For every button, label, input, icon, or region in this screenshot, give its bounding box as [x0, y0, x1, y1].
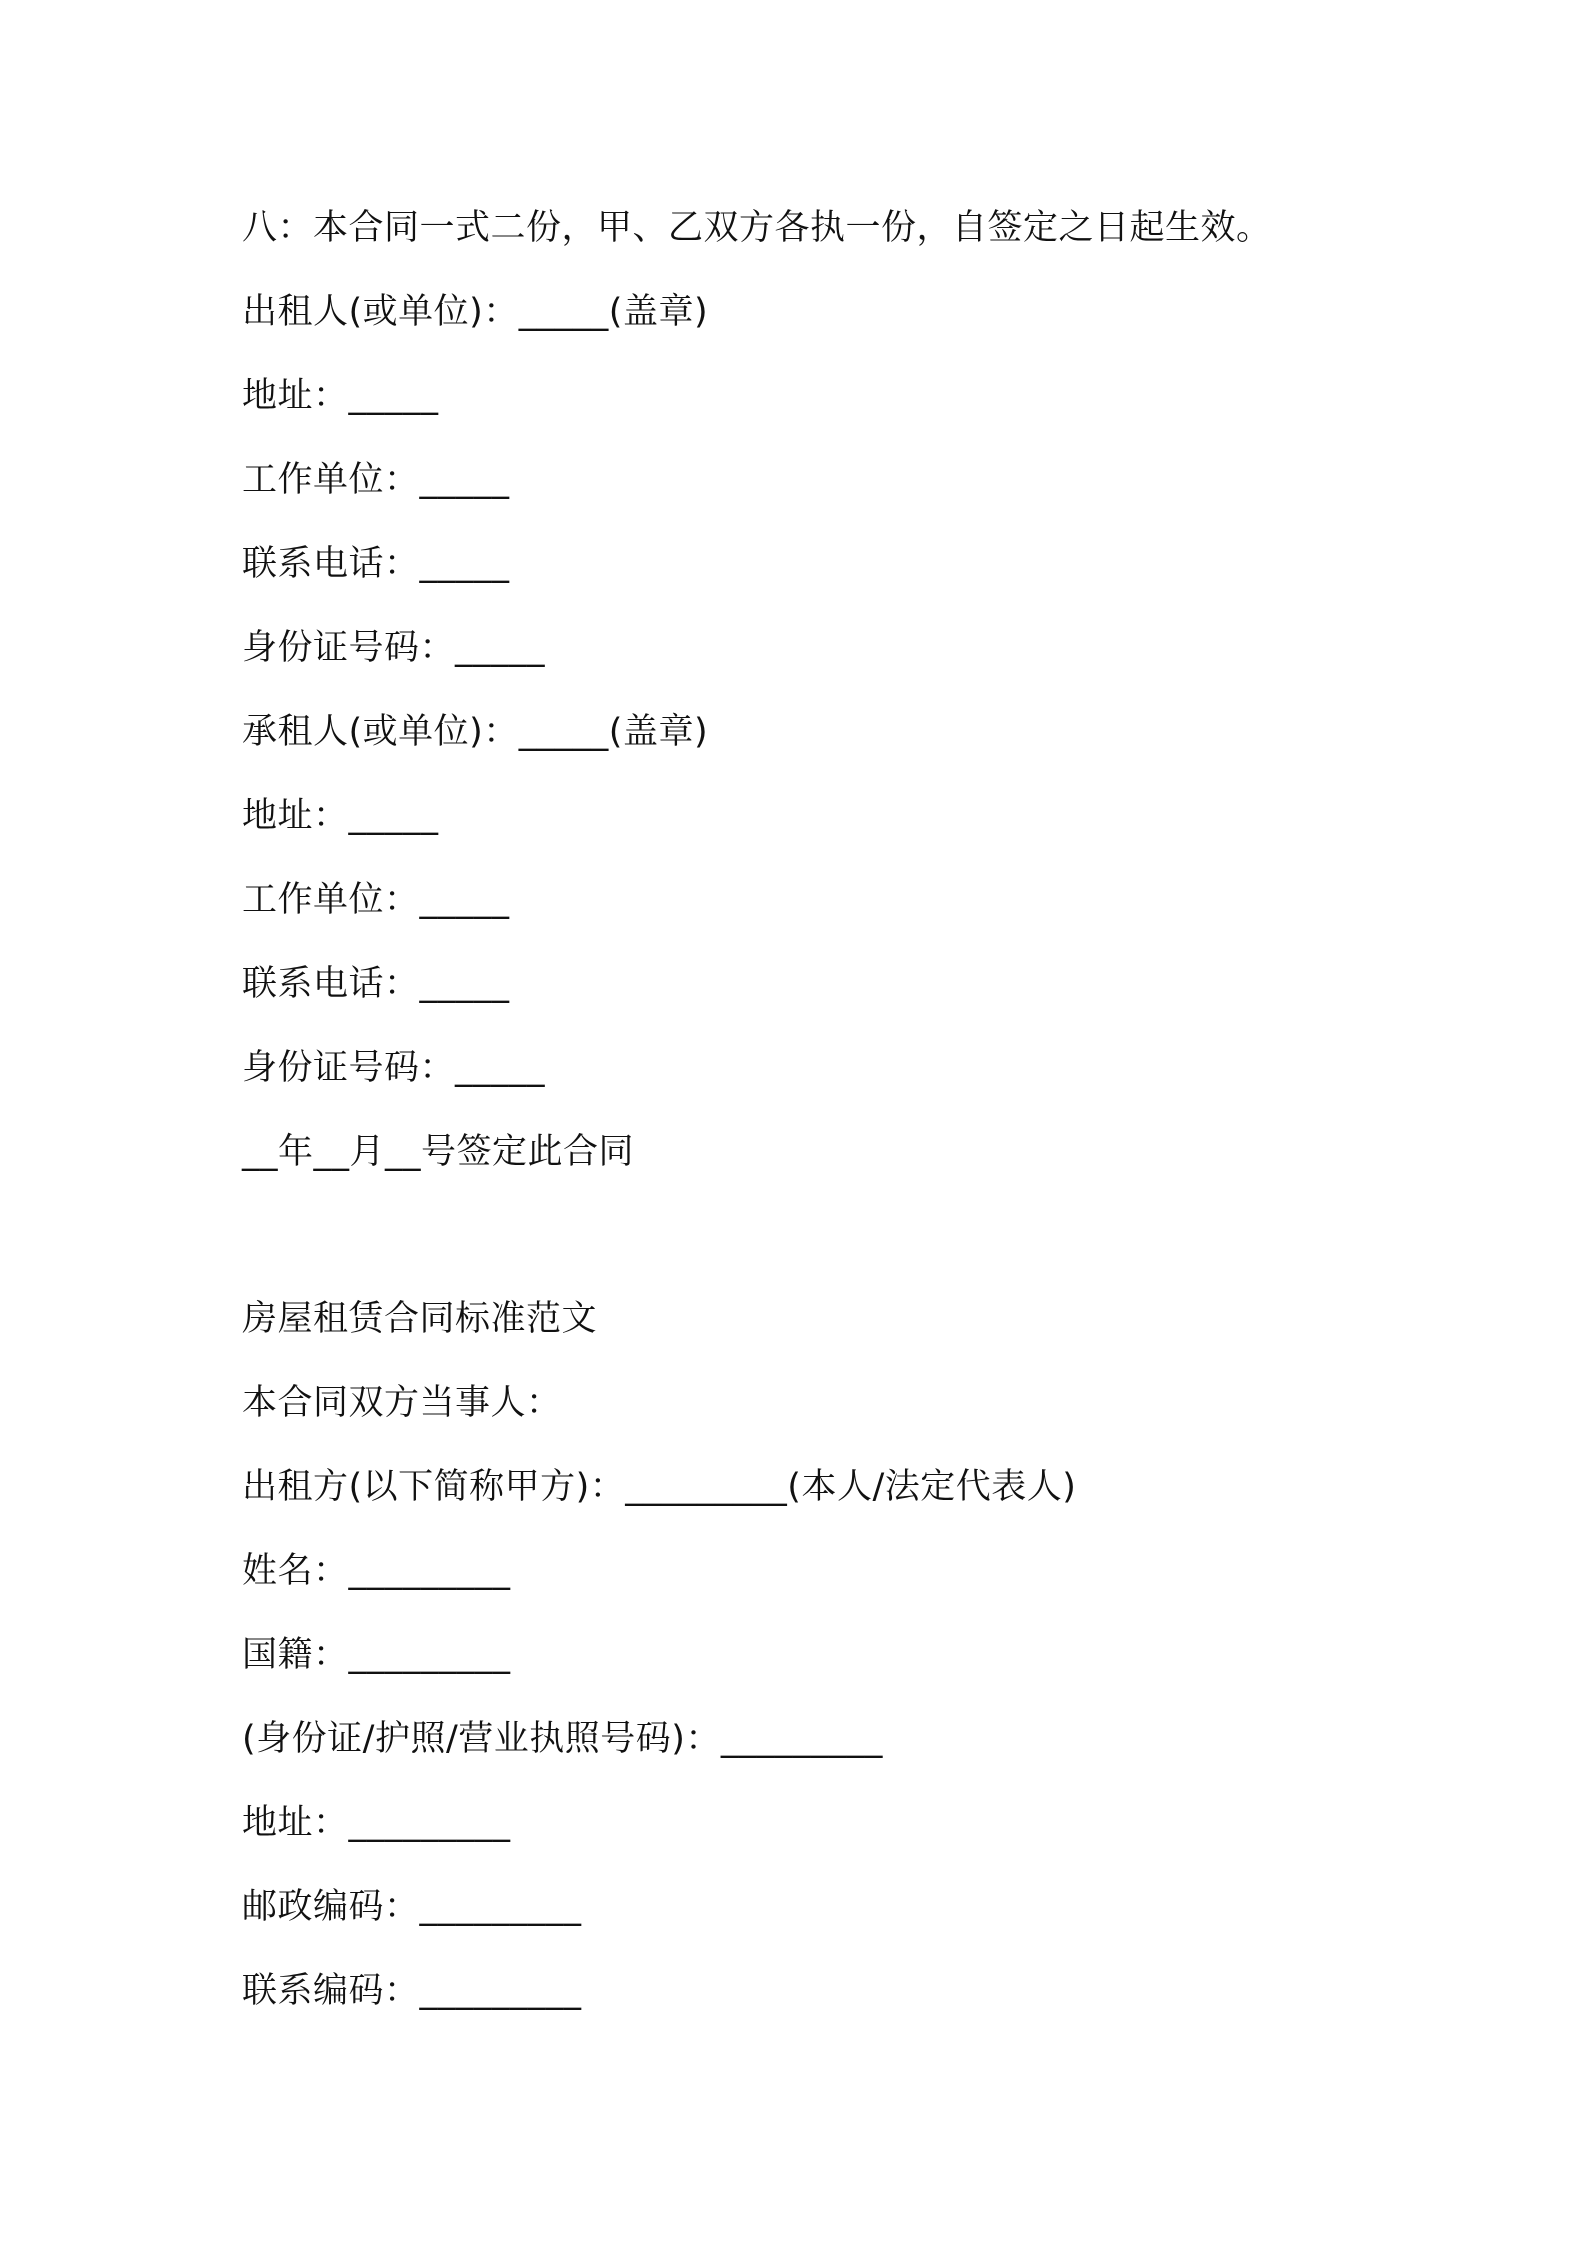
lessor-phone-field: 联系电话：_____	[242, 544, 510, 584]
lessor-id-number-field: 身份证号码：_____	[242, 628, 546, 668]
lessor-field: 出租人(或单位)：_____(盖章)	[242, 292, 709, 332]
lessor-address-field: 地址：_____	[242, 376, 439, 416]
lessee-address-field: 地址：_____	[242, 796, 439, 836]
address-field: 地址：_________	[242, 1803, 511, 1843]
nationality-field: 国籍：_________	[242, 1635, 511, 1675]
postal-code-field: 邮政编码：_________	[242, 1887, 582, 1927]
clause-eight-effective-text: 八：本合同一式二份，甲、乙双方各执一份，自签定之日起生效。	[242, 208, 1272, 248]
lessee-workplace-field: 工作单位：_____	[242, 880, 510, 920]
contact-code-field: 联系编码：_________	[242, 1971, 582, 2011]
signing-date-field: __年__月__号签定此合同	[242, 1132, 635, 1172]
section-title: 房屋租赁合同标准范文	[242, 1299, 598, 1339]
lessee-id-number-field: 身份证号码：_____	[242, 1048, 546, 1088]
party-a-field: 出租方(以下简称甲方)：_________(本人/法定代表人)	[242, 1467, 1077, 1507]
name-field: 姓名：_________	[242, 1551, 511, 1591]
id-passport-license-field: (身份证/护照/营业执照号码)：_________	[242, 1719, 883, 1759]
lessee-phone-field: 联系电话：_____	[242, 964, 510, 1004]
lessor-workplace-field: 工作单位：_____	[242, 460, 510, 500]
parties-intro: 本合同双方当事人：	[242, 1383, 562, 1423]
lessee-field: 承租人(或单位)：_____(盖章)	[242, 712, 709, 752]
